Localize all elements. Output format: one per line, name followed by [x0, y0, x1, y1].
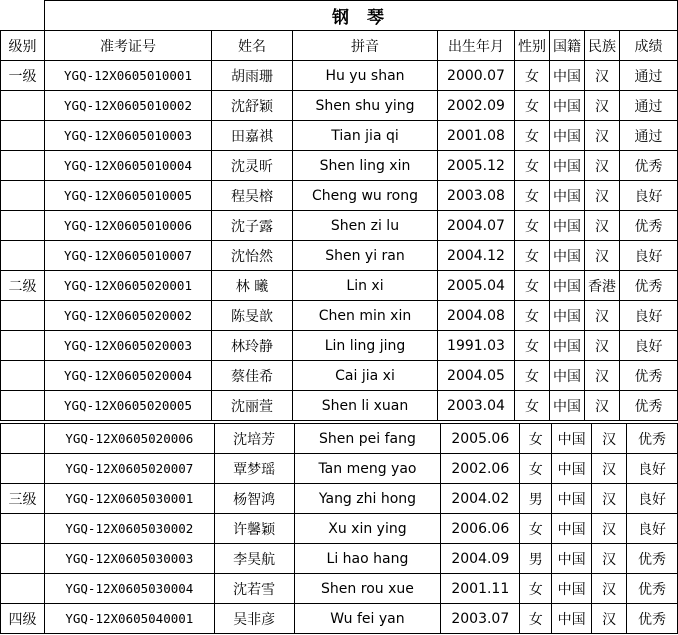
cell-nationality: 中国 [552, 454, 592, 484]
cell-gender: 女 [520, 604, 552, 634]
table-row [1, 241, 678, 271]
cell-gender: 女 [515, 181, 550, 211]
cell-result: 优秀 [620, 361, 678, 391]
cell-result: 优秀 [627, 544, 678, 574]
cell-ethnicity: 汉 [585, 181, 620, 211]
cell-name: 陈旻歆 [212, 301, 293, 331]
cell-pinyin: Cai jia xi [293, 361, 438, 391]
cell-ethnicity: 汉 [592, 514, 627, 544]
cell-level: 一级 [1, 61, 45, 91]
cell-result: 优秀 [620, 211, 678, 241]
cell-pinyin: Lin ling jing [293, 331, 438, 361]
cell-gender: 男 [520, 484, 552, 514]
cell-exam-id: YGQ-12X0605010001 [45, 61, 212, 91]
cell-birth: 2005.04 [438, 271, 515, 301]
table-row [1, 151, 678, 181]
cell-pinyin: Shen yi ran [293, 241, 438, 271]
table-row [1, 514, 678, 544]
table-row [1, 604, 678, 634]
cell-pinyin: Tian jia qi [293, 121, 438, 151]
cell-nationality: 中国 [550, 61, 585, 91]
cell-pinyin: Yang zhi hong [294, 484, 441, 514]
cell-exam-id: YGQ-12X0605020003 [45, 331, 212, 361]
cell-nationality: 中国 [550, 211, 585, 241]
cell-ethnicity: 汉 [592, 544, 627, 574]
cell-birth: 2003.04 [438, 391, 515, 421]
cell-pinyin: Chen min xin [293, 301, 438, 331]
cell-ethnicity: 汉 [585, 361, 620, 391]
cell-gender: 男 [520, 544, 552, 574]
cell-level [1, 301, 45, 331]
cell-pinyin: Shen shu ying [293, 91, 438, 121]
table-row [1, 271, 678, 301]
cell-exam-id: YGQ-12X0605020001 [45, 271, 212, 301]
table-row [1, 91, 678, 121]
cell-exam-id: YGQ-12X0605010003 [45, 121, 212, 151]
header-gender: 性别 [515, 31, 550, 61]
cell-gender: 女 [515, 361, 550, 391]
cell-ethnicity: 汉 [585, 301, 620, 331]
cell-nationality: 中国 [550, 331, 585, 361]
cell-name: 田嘉祺 [212, 121, 293, 151]
cell-name: 沈丽萱 [212, 391, 293, 421]
cell-name: 沈灵昕 [212, 151, 293, 181]
cell-level [1, 241, 45, 271]
cell-gender: 女 [515, 61, 550, 91]
cell-result: 通过 [620, 61, 678, 91]
cell-pinyin: Cheng wu rong [293, 181, 438, 211]
cell-exam-id: YGQ-12X0605010007 [45, 241, 212, 271]
cell-result: 良好 [627, 454, 678, 484]
cell-gender: 女 [515, 391, 550, 421]
table-row [1, 301, 678, 331]
cell-result: 优秀 [627, 424, 678, 454]
cell-result: 良好 [620, 241, 678, 271]
table-row [1, 574, 678, 604]
table-row [1, 181, 678, 211]
cell-name: 程吴榕 [212, 181, 293, 211]
cell-name: 沈怡然 [212, 241, 293, 271]
cell-ethnicity: 汉 [585, 151, 620, 181]
cell-birth: 2003.08 [438, 181, 515, 211]
cell-nationality: 中国 [550, 361, 585, 391]
cell-result: 通过 [620, 91, 678, 121]
cell-level [1, 121, 45, 151]
cell-pinyin: Shen rou xue [294, 574, 441, 604]
cell-birth: 1991.03 [438, 331, 515, 361]
header-exam-id: 准考证号 [45, 31, 212, 61]
cell-birth: 2002.09 [438, 91, 515, 121]
cell-birth: 2003.07 [441, 604, 520, 634]
cell-gender: 女 [520, 424, 552, 454]
header-pinyin: 拼音 [293, 31, 438, 61]
cell-nationality: 中国 [550, 91, 585, 121]
cell-exam-id: YGQ-12X0605030002 [44, 514, 214, 544]
cell-name: 沈子露 [212, 211, 293, 241]
cell-birth: 2004.05 [438, 361, 515, 391]
cell-name: 林玲静 [212, 331, 293, 361]
cell-gender: 女 [515, 121, 550, 151]
cell-result: 优秀 [627, 604, 678, 634]
cell-result: 良好 [620, 301, 678, 331]
results-table-bottom [0, 423, 678, 634]
cell-birth: 2004.08 [438, 301, 515, 331]
cell-exam-id: YGQ-12X0605010006 [45, 211, 212, 241]
cell-result: 通过 [620, 121, 678, 151]
cell-nationality: 中国 [550, 151, 585, 181]
cell-gender: 女 [515, 301, 550, 331]
cell-name: 杨智鸿 [214, 484, 294, 514]
cell-birth: 2000.07 [438, 61, 515, 91]
cell-pinyin: Lin xi [293, 271, 438, 301]
cell-ethnicity: 汉 [592, 484, 627, 514]
cell-level [1, 391, 45, 421]
cell-exam-id: YGQ-12X0605030001 [44, 484, 214, 514]
cell-result: 优秀 [620, 391, 678, 421]
cell-level [1, 181, 45, 211]
cell-birth: 2002.06 [441, 454, 520, 484]
cell-result: 良好 [627, 514, 678, 544]
cell-nationality: 中国 [550, 301, 585, 331]
cell-birth: 2004.02 [441, 484, 520, 514]
cell-birth: 2001.11 [441, 574, 520, 604]
cell-level [1, 454, 45, 484]
cell-level [1, 361, 45, 391]
header-ethnicity: 民族 [585, 31, 620, 61]
table-row [1, 211, 678, 241]
cell-gender: 女 [515, 211, 550, 241]
cell-ethnicity: 汉 [585, 331, 620, 361]
cell-ethnicity: 汉 [585, 241, 620, 271]
cell-ethnicity: 汉 [592, 424, 627, 454]
cell-ethnicity: 汉 [585, 391, 620, 421]
cell-level [1, 211, 45, 241]
cell-name: 覃梦瑶 [214, 454, 294, 484]
cell-level [1, 544, 45, 574]
cell-exam-id: YGQ-12X0605020006 [44, 424, 214, 454]
cell-nationality: 中国 [552, 544, 592, 574]
cell-ethnicity: 汉 [585, 91, 620, 121]
cell-name: 许馨颖 [214, 514, 294, 544]
table-row [1, 331, 678, 361]
cell-level: 二级 [1, 271, 45, 301]
cell-gender: 女 [520, 574, 552, 604]
cell-pinyin: Shen pei fang [294, 424, 441, 454]
cell-exam-id: YGQ-12X0605010002 [45, 91, 212, 121]
header-birth: 出生年月 [438, 31, 515, 61]
cell-name: 沈舒颖 [212, 91, 293, 121]
cell-pinyin: Tan meng yao [294, 454, 441, 484]
cell-ethnicity: 汉 [592, 604, 627, 634]
cell-ethnicity: 汉 [585, 121, 620, 151]
cell-nationality: 中国 [552, 514, 592, 544]
cell-level: 四级 [1, 604, 45, 634]
cell-birth: 2001.08 [438, 121, 515, 151]
cell-name: 吴非彦 [214, 604, 294, 634]
cell-name: 林 曦 [212, 271, 293, 301]
cell-pinyin: Li hao hang [294, 544, 441, 574]
table-row [1, 544, 678, 574]
cell-gender: 女 [515, 331, 550, 361]
cell-ethnicity: 汉 [592, 454, 627, 484]
cell-nationality: 中国 [552, 574, 592, 604]
table-row [1, 454, 678, 484]
cell-result: 优秀 [620, 271, 678, 301]
cell-result: 优秀 [627, 574, 678, 604]
cell-pinyin: Hu yu shan [293, 61, 438, 91]
cell-nationality: 中国 [552, 604, 592, 634]
table-row [1, 61, 678, 91]
cell-ethnicity: 汉 [592, 574, 627, 604]
header-row [1, 31, 678, 61]
cell-nationality: 中国 [552, 424, 592, 454]
cell-exam-id: YGQ-12X0605020005 [45, 391, 212, 421]
cell-pinyin: Shen li xuan [293, 391, 438, 421]
cell-name: 胡雨珊 [212, 61, 293, 91]
cell-level [1, 514, 45, 544]
cell-gender: 女 [515, 241, 550, 271]
cell-birth: 2004.12 [438, 241, 515, 271]
cell-pinyin: Wu fei yan [294, 604, 441, 634]
cell-pinyin: Shen ling xin [293, 151, 438, 181]
cell-exam-id: YGQ-12X0605030003 [44, 544, 214, 574]
cell-result: 优秀 [620, 151, 678, 181]
cell-ethnicity: 汉 [585, 211, 620, 241]
cell-name: 沈若雪 [214, 574, 294, 604]
cell-gender: 女 [515, 151, 550, 181]
cell-result: 良好 [620, 181, 678, 211]
cell-name: 李昊航 [214, 544, 294, 574]
cell-nationality: 中国 [550, 121, 585, 151]
cell-level [1, 574, 45, 604]
cell-name: 沈培芳 [214, 424, 294, 454]
table-row [1, 391, 678, 421]
cell-exam-id: YGQ-12X0605020007 [44, 454, 214, 484]
cell-nationality: 中国 [550, 391, 585, 421]
cell-birth: 2006.06 [441, 514, 520, 544]
cell-gender: 女 [515, 271, 550, 301]
sheet-title: 钢 琴 [45, 1, 678, 31]
cell-result: 良好 [627, 484, 678, 514]
cell-birth: 2005.12 [438, 151, 515, 181]
cell-level [1, 91, 45, 121]
cell-nationality: 中国 [550, 181, 585, 211]
cell-level [1, 331, 45, 361]
cell-nationality: 中国 [550, 271, 585, 301]
cell-gender: 女 [520, 514, 552, 544]
cell-pinyin: Xu xin ying [294, 514, 441, 544]
cell-name: 蔡佳希 [212, 361, 293, 391]
cell-gender: 女 [520, 454, 552, 484]
cell-exam-id: YGQ-12X0605020004 [45, 361, 212, 391]
table-row [1, 424, 678, 454]
header-nationality: 国籍 [550, 31, 585, 61]
cell-ethnicity: 香港 [585, 271, 620, 301]
cell-birth: 2005.06 [441, 424, 520, 454]
results-table-part-2 [0, 423, 678, 634]
cell-nationality: 中国 [550, 241, 585, 271]
title-row [1, 1, 678, 31]
cell-birth: 2004.07 [438, 211, 515, 241]
title-blank-cell [1, 1, 45, 31]
cell-level [1, 424, 45, 454]
cell-pinyin: Shen zi lu [293, 211, 438, 241]
table-row [1, 121, 678, 151]
cell-gender: 女 [515, 91, 550, 121]
table-row [1, 484, 678, 514]
cell-ethnicity: 汉 [585, 61, 620, 91]
cell-exam-id: YGQ-12X0605030004 [44, 574, 214, 604]
table-row [1, 361, 678, 391]
cell-exam-id: YGQ-12X0605010005 [45, 181, 212, 211]
cell-result: 良好 [620, 331, 678, 361]
cell-level [1, 151, 45, 181]
cell-level: 三级 [1, 484, 45, 514]
header-result: 成绩 [620, 31, 678, 61]
cell-exam-id: YGQ-12X0605010004 [45, 151, 212, 181]
cell-birth: 2004.09 [441, 544, 520, 574]
cell-nationality: 中国 [552, 484, 592, 514]
header-level: 级别 [1, 31, 45, 61]
header-name: 姓名 [212, 31, 293, 61]
cell-exam-id: YGQ-12X0605020002 [45, 301, 212, 331]
cell-exam-id: YGQ-12X0605040001 [44, 604, 214, 634]
